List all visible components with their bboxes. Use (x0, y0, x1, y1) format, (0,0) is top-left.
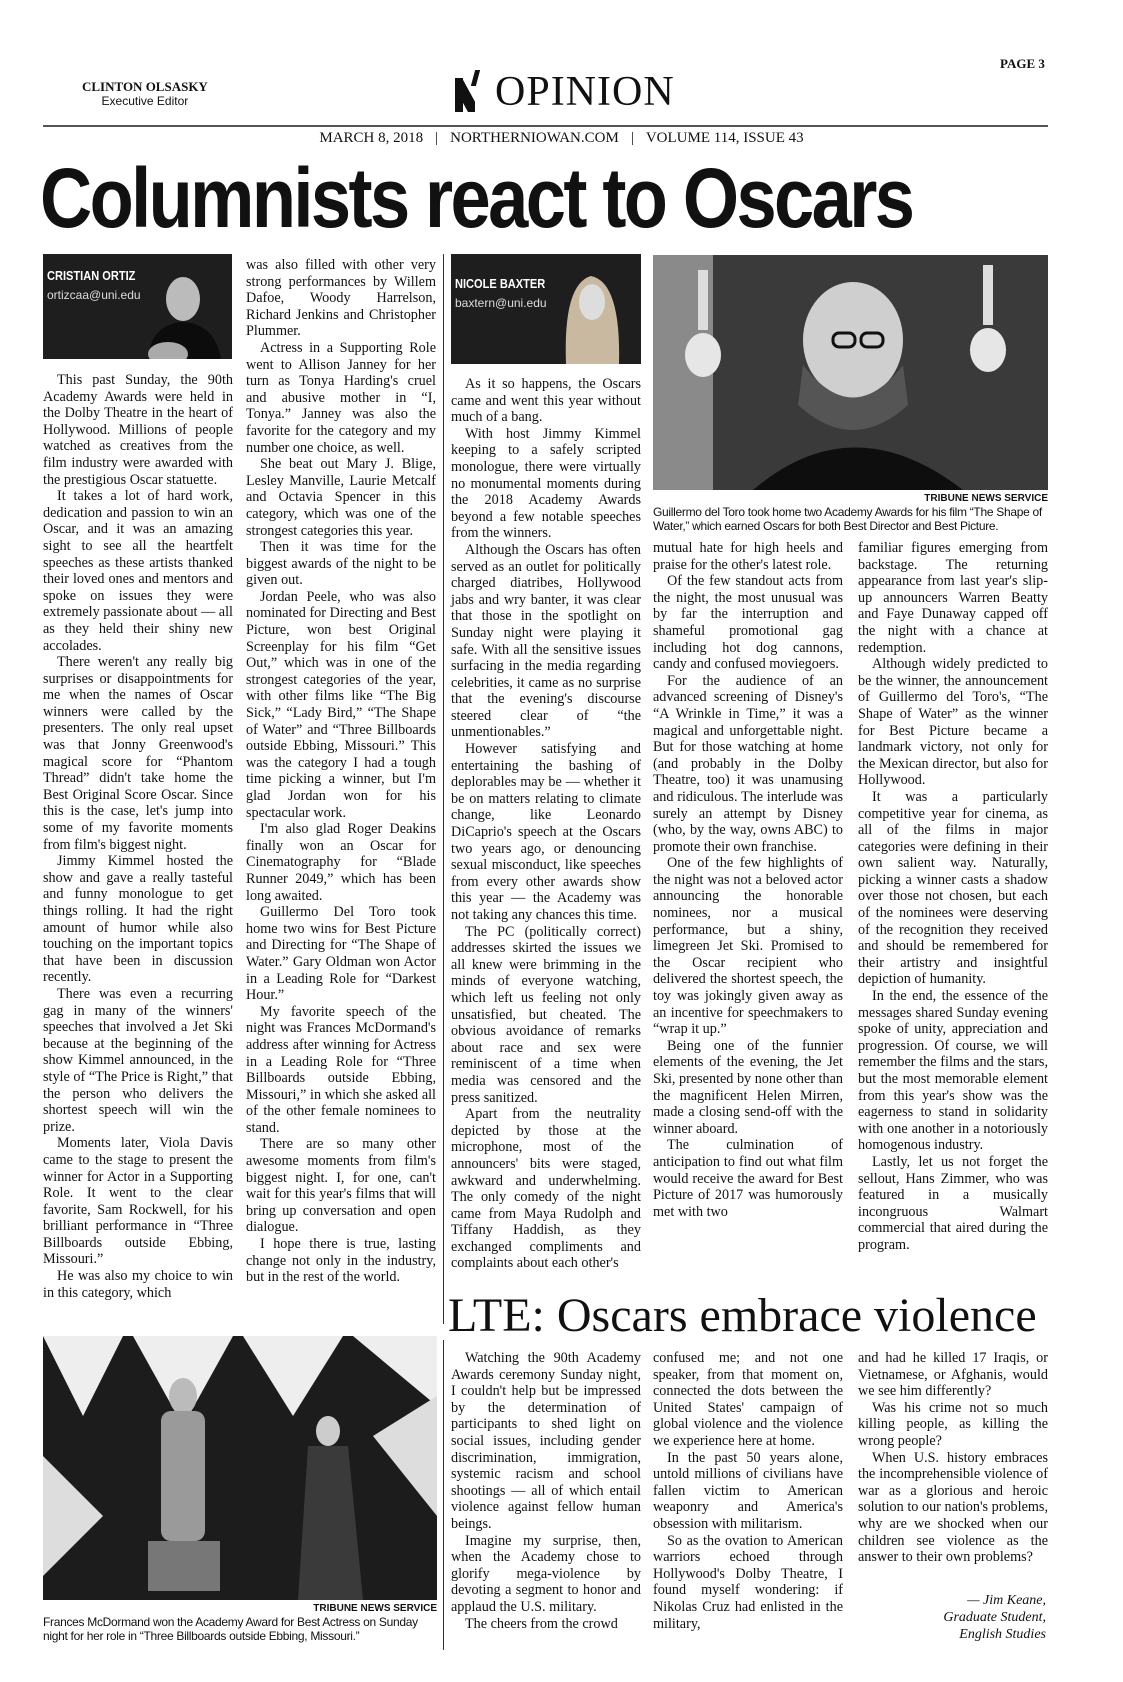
paragraph: It was a particularly competitive year for cinema, as all of the films in major categories were defining in their own salient way. Naturally, picking a winner casts a shadow over those not chosen, but each of the nominees were deserving of the recognition they received and should be remembered for their artistry and insightful depiction of humanity. (858, 788, 1048, 988)
editor-credit (82, 80, 208, 108)
paragraph: She beat out Mary J. Blige, Lesley Manville, Laurie Metcalf and Octavia Spencer in this category, which was one of the strongest categories this year. (246, 456, 436, 539)
paragraph: He was also my choice to win in this category, which (43, 1268, 233, 1301)
oscar-statue-image-icon (43, 1336, 437, 1600)
paragraph: In the past 50 years alone, untold millions of civilians have fallen victim to American weaponry and America's obsession with militarism. (653, 1449, 843, 1532)
article-column (43, 372, 233, 1301)
editor-title: Executive Editor (101, 94, 189, 108)
photo-caption: Frances McDormand won the Academy Award for Best Actress on Sunday night for her role in “Three Billboards outside Ebbing, Missouri.” (43, 1615, 418, 1643)
paragraph: familiar figures emerging from backstage. The returning appearance from last year's slip-up announcers Warren Beatty and Faye Dunaway capped off the night with a chance at redemption. (858, 540, 1048, 656)
paragraph: Guillermo Del Toro took home two wins for Best Picture and Directing for “The Shape of Water.” Gary Oldman won Actor in a Leading Role for “Darkest Hour.” (246, 904, 436, 1004)
letter-column (451, 1350, 641, 1632)
paragraph: With host Jimmy Kimmel keeping to a safely scripted monologue, there were virtually no monumental moments during the 2018 Academy Awards beyond a few notable speeches from the winners. (451, 425, 641, 542)
section-title: OPINION (495, 69, 675, 115)
letter-column (858, 1350, 1048, 1566)
dateline (0, 130, 1123, 147)
volume-issue: VOLUME 114, ISSUE 43 (645, 130, 804, 146)
website: NORTHERNIOWAN.COM (450, 130, 619, 146)
article-column (858, 540, 1048, 1254)
mcdormand-photo (43, 1336, 437, 1600)
article-column (246, 257, 436, 1286)
letter-signature (900, 1592, 1046, 1643)
paragraph: However satisfying and entertaining the bashing of deplorables may be — whether it be on matters relating to climate change, like Leonardo DiCaprio's speech at the Oscars two years ago, or denouncing sexual misconduct, like speeches from every other awards show this year — the Academy was not taking any chances this time. (451, 741, 641, 923)
column-divider (443, 1340, 444, 1650)
page-number: PAGE 3 (1000, 56, 1045, 71)
article-column (653, 540, 843, 1220)
paragraph: The PC (politically correct) addresses skirted the issues we all knew were brimming in the minds of everyone watching, which left us feeling not only unsatisfied, but cheated. The obvious avoidance of remarks about race and sex were reminiscent of a time when media was censored and the press sanitized. (451, 923, 641, 1106)
columnist-email[interactable]: baxtern@uni.edu (455, 296, 547, 310)
signature-name: — Jim Keane, (967, 1593, 1046, 1608)
paragraph: Jordan Peele, who was also nominated for Directing and Best Picture, won best Original Screenplay for his film “Get Out,” which was in one of the strongest categories of the year, with other films like “The Big Sick,” “Lady Bird,” “The Shape of Water” and “Three Billboards outside Ebbing, Missouri.” This was the category I had a tough time picking a winner, but I'm glad Jordan won for his spectacular work. (246, 588, 436, 821)
issue-date: MARCH 8, 2018 (319, 130, 424, 146)
paragraph: My favorite speech of the night was Frances McDormand's address after winning for Actress in a Leading Role for “Three Billboards outside Ebbing, Missouri,” in which she asked all of the other female nominees to stand. (246, 1003, 436, 1136)
paragraph: In the end, the essence of the messages shared Sunday evening spoke of unity, appreciation and progression. Of course, we will remember the films and the stars, but the most memorable element from this year's show was the eagerness to stand in solidarity with one another in a notoriously homogenous industry. (858, 988, 1048, 1154)
paragraph: Imagine my surprise, then, when the Academy chose to glorify mega-violence by devoting a segment to honor and applaud the U.S. military. (451, 1532, 641, 1615)
paragraph: There are so many other awesome moments from film's biggest night. I, for one, can't wait for this year's films that will bring up conversation and open dialogue. (246, 1136, 436, 1236)
columnist-name: NICOLE BAXTER (455, 276, 546, 291)
paragraph: As it so happens, the Oscars came and went this year without much of a bang. (451, 376, 641, 426)
columnist-email[interactable]: ortizcaa@uni.edu (47, 288, 141, 302)
paragraph: mutual hate for high heels and praise for the other's latest role. (653, 540, 843, 573)
signature-department: English Studies (959, 1627, 1046, 1642)
paragraph: Of the few standout acts from the night, the most unusual was by far the interruption and shameful promotional gag including hot dog cannons, candy and confused moviegoers. (653, 573, 843, 673)
del-toro-photo (653, 255, 1048, 490)
paragraph: When U.S. history embraces the incomprehensible violence of war as a glorious and heroic solution to our nation's problems, why are we shocked when our children see violence as the answer to their own problems? (858, 1449, 1048, 1566)
paragraph: It takes a lot of hard work, dedication and passion to win an Oscar, and it was an amazing sight to see all the heartfelt speeches as these artists thanked their loved ones and mentors and spoke on issues they were extremely passionate about — all as they held their shiny new accolades. (43, 488, 233, 654)
paragraph: Apart from the neutrality depicted by those at the microphone, most of the announcers' bits were staged, awkward and underwhelming. The only comedy of the night came from Maya Rudolph and Tiffany Haddish, as they exchanged compliments and complaints about each other's (451, 1106, 641, 1272)
section-logo (455, 69, 675, 115)
paragraph: I'm also glad Roger Deakins finally won an Oscar for Cinematography for “Blade Runner 2049,” which has been long awaited. (246, 821, 436, 904)
signature-role: Graduate Student, (943, 1610, 1046, 1625)
letter-column (653, 1350, 843, 1632)
separator: | (630, 130, 634, 146)
header-divider (43, 125, 1048, 127)
paragraph: confused me; and not one speaker, from that moment on, connected the dots between the United States' campaign of global violence and the violence we experience here at home. (653, 1350, 843, 1449)
paragraph: So as the ovation to American warriors echoed through Hollywood's Dolby Theatre, I found myself wondering: if Nikolas Cruz had enlisted in the military, (653, 1532, 843, 1632)
separator: | (435, 130, 439, 146)
paragraph: Being one of the funnier elements of the evening, the Jet Ski, presented by none other than the magnificent Helen Mirren, made a closing send-off with the winner aboard. (653, 1037, 843, 1137)
paragraph: The cheers from the crowd (465, 1615, 618, 1632)
northern-iowan-logo-icon (455, 70, 481, 112)
article-column (451, 376, 641, 1272)
paragraph: Lastly, let us not forget the sellout, Hans Zimmer, who was featured in a musically incongruous Walmart commercial that aired during the program. (858, 1153, 1048, 1253)
paragraph: One of the few highlights of the night was not a beloved actor announcing the honorable nominees, nor a musical performance, but a shiny, limegreen Jet Ski. Promised to the Oscar recipient who delivered the shortest speech, the toy was jokingly given away as an incentive for speechmakers to “wrap it up.” (653, 855, 843, 1038)
paragraph: Was his crime not so much killing people, as killing the wrong people? (858, 1399, 1048, 1449)
paragraph: Then it was time for the biggest awards of the night to be given out. (246, 539, 436, 589)
award-winner-image-icon (653, 255, 1048, 490)
columnist-photo-ortiz (43, 254, 232, 359)
paragraph: The culmination of anticipation to find out what film would receive the award for Best Picture of 2017 was humorously met with two (653, 1137, 843, 1220)
page-headline: Columnists react to Oscars (40, 151, 913, 245)
paragraph: This past Sunday, the 90th Academy Awards were held in the Dolby Theatre in the heart of Hollywood. Millions of people watched as creatives from the film industry were awarded with the prestigious Oscar statuette. (43, 372, 233, 488)
editor-name: CLINTON OLSASKY (82, 79, 208, 94)
paragraph: Although the Oscars has often served as an outlet for politically charged diatribes, Hollywood jabs and wry banter, it was clear that those in the spotlight on Sunday night were playing it safe. With all the sensitive issues surfacing in the media regarding celebrities, it came as no surprise that the evening's discourse steered clear of “the unmentionables.” (451, 541, 641, 741)
paragraph: Moments later, Viola Davis came to the stage to present the winner for Actor in a Supporting Role. It went to the clear favorite, Sam Rockwell, for his brilliant performance in “Three Billboards outside Ebbing, Missouri.” (43, 1135, 233, 1268)
paragraph: Although widely predicted to be the winner, the announcement of Guillermo del Toro's, “The Shape of Water” as the winner for Best Picture became a landmark victory, not only for the Mexican director, but also for Hollywood. (858, 656, 1048, 789)
paragraph: Jimmy Kimmel hosted the show and gave a really tasteful and funny monologue to get things rolling. It had the right amount of humor while also touching on the important topics that have been in discussion recently. (43, 853, 233, 986)
paragraph: Actress in a Supporting Role went to Allison Janney for her turn as Tonya Harding's cruel and abusive mother in “I, Tonya.” Janney was also the favorite for the category and my number one choice, as well. (246, 339, 436, 456)
paragraph: was also filled with other very strong performances by Willem Dafoe, Woody Harrelson, Richard Jenkins and Christopher Plummer. (246, 257, 436, 340)
photo-caption: Guillermo del Toro took home two Academy Awards for his film “The Shape of Water,” which earned Oscars for both Best Director and Best Picture. (653, 505, 1042, 533)
paragraph: and had he killed 17 Iraqis, or Vietnamese, or Afghanis, would we see him differently? (858, 1350, 1048, 1400)
paragraph: Watching the 90th Academy Awards ceremony Sunday night, I couldn't help but be impressed by the determination of participants to shed light on social issues, including gender discrimination, immigration, systemic racism and school shootings — all of which entail violence against fellow human beings. (451, 1350, 641, 1532)
columnist-name: CRISTIAN ORTIZ (47, 268, 136, 283)
photo-credit: TRIBUNE NEWS SERVICE (313, 1603, 437, 1614)
paragraph: I hope there is true, lasting change not only in the industry, but in the rest of the world. (246, 1236, 436, 1286)
paragraph: There weren't any really big surprises or disappointments for me when the names of Oscar winners were called by the presenters. The only real upset was that Jonny Greenwood's magical score for “Phantom Thread” didn't take home the Best Original Score Oscar. Since this is the case, let's jump into some of my favorite moments from film's biggest night. (43, 654, 233, 853)
column-divider (443, 254, 444, 1324)
photo-credit: TRIBUNE NEWS SERVICE (924, 493, 1048, 504)
paragraph: There was even a recurring gag in many of the winners' speeches that involved a Jet Ski because at the beginning of the show Kimmel announced, in the style of “The Price is Right,” that the person who delivers the shortest speech will win the prize. (43, 985, 233, 1135)
columnist-photo-baxter (451, 254, 641, 364)
paragraph: For the audience of an advanced screening of Disney's “A Wrinkle in Time,” it was a magical and unforgettable night. But for those watching at home (and probably in the Dolby Theatre, too) it was unamusing and ridiculous. The interlude was surely an attempt by Disney (who, by the way, owns ABC) to promote their own franchise. (653, 672, 843, 855)
lte-headline: LTE: Oscars embrace violence (448, 1289, 1037, 1342)
